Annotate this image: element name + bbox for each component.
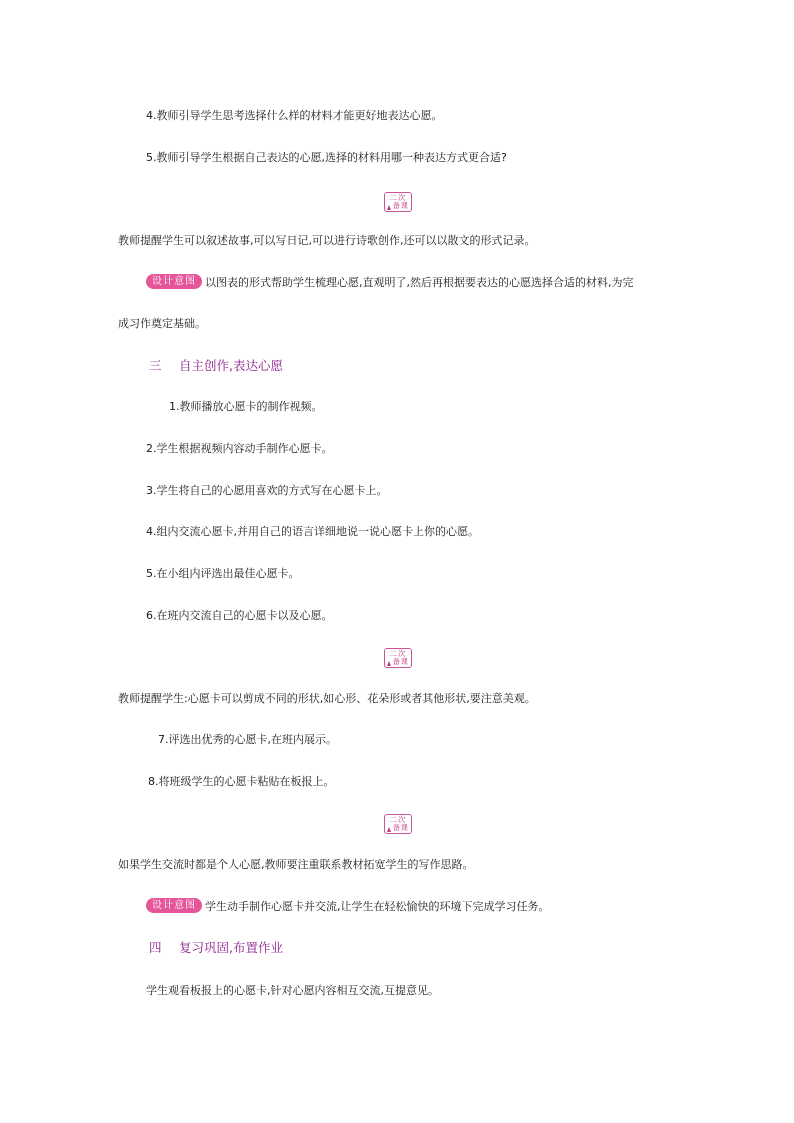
create-step-5: 5.在小组内评选出最佳心愿卡。 xyxy=(146,567,300,580)
step-4-text: 4.教师引导学生思考选择什么样的材料才能更好地表达心愿。 xyxy=(146,109,443,122)
teacher-reminder-1: 教师提醒学生可以叙述故事,可以写日记,可以进行诗歌创作,还可以以散文的形式记录。 xyxy=(118,234,536,247)
design-intent-text-1a: 以图表的形式帮助学生梳理心愿,直观明了,然后再根据要表达的心愿选择合适的材料,为完 xyxy=(205,276,634,289)
up-arrow-icon xyxy=(387,827,391,832)
create-step-8: 8.将班级学生的心愿卡粘贴在板报上。 xyxy=(148,775,335,788)
badge-line1: 二次 xyxy=(389,649,407,658)
section-title: 复习巩固,布置作业 xyxy=(179,940,283,955)
up-arrow-icon xyxy=(387,661,391,666)
design-intent-text-1b: 成习作奠定基础。 xyxy=(118,317,206,330)
create-step-6: 6.在班内交流自己的心愿卡以及心愿。 xyxy=(146,609,333,622)
create-step-7: 7.评选出优秀的心愿卡,在班内展示。 xyxy=(158,733,337,746)
create-step-1: 1.教师播放心愿卡的制作视频。 xyxy=(169,400,323,413)
section-number: 四 xyxy=(149,940,162,955)
badge-line2: 备课 xyxy=(392,201,409,210)
section-heading-3 xyxy=(149,358,283,374)
badge-line2: 备课 xyxy=(392,657,409,666)
section-number: 三 xyxy=(149,358,162,373)
badge-line2: 备课 xyxy=(392,823,409,832)
teacher-reminder-3: 如果学生交流时都是个人心愿,教师要注重联系教材拓宽学生的写作思路。 xyxy=(118,858,474,871)
section-title: 自主创作,表达心愿 xyxy=(179,358,283,373)
create-step-4: 4.组内交流心愿卡,并用自己的语言详细地说一说心愿卡上你的心愿。 xyxy=(146,525,479,538)
secondary-prep-badge-2 xyxy=(384,648,412,668)
teacher-reminder-2: 教师提醒学生:心愿卡可以剪成不同的形状,如心形、花朵形或者其他形状,要注意美观。 xyxy=(118,692,536,705)
up-arrow-icon xyxy=(387,205,391,210)
badge-line1: 二次 xyxy=(389,193,407,202)
step-5-text: 5.教师引导学生根据自己表达的心愿,选择的材料用哪一种表达方式更合适? xyxy=(146,151,507,164)
create-step-3: 3.学生将自己的心愿用喜欢的方式写在心愿卡上。 xyxy=(146,484,388,497)
badge-line1: 二次 xyxy=(389,815,407,824)
secondary-prep-badge-3 xyxy=(384,814,412,834)
create-step-2: 2.学生根据视频内容动手制作心愿卡。 xyxy=(146,442,333,455)
section-heading-4 xyxy=(149,940,283,956)
design-intent-tag-1: 设计意图 xyxy=(146,274,202,289)
review-text: 学生观看板报上的心愿卡,针对心愿内容相互交流,互提意见。 xyxy=(146,984,439,997)
design-intent-text-2: 学生动手制作心愿卡并交流,让学生在轻松愉快的环境下完成学习任务。 xyxy=(205,900,550,913)
secondary-prep-badge-1 xyxy=(384,192,412,212)
design-intent-tag-2: 设计意图 xyxy=(146,898,202,913)
